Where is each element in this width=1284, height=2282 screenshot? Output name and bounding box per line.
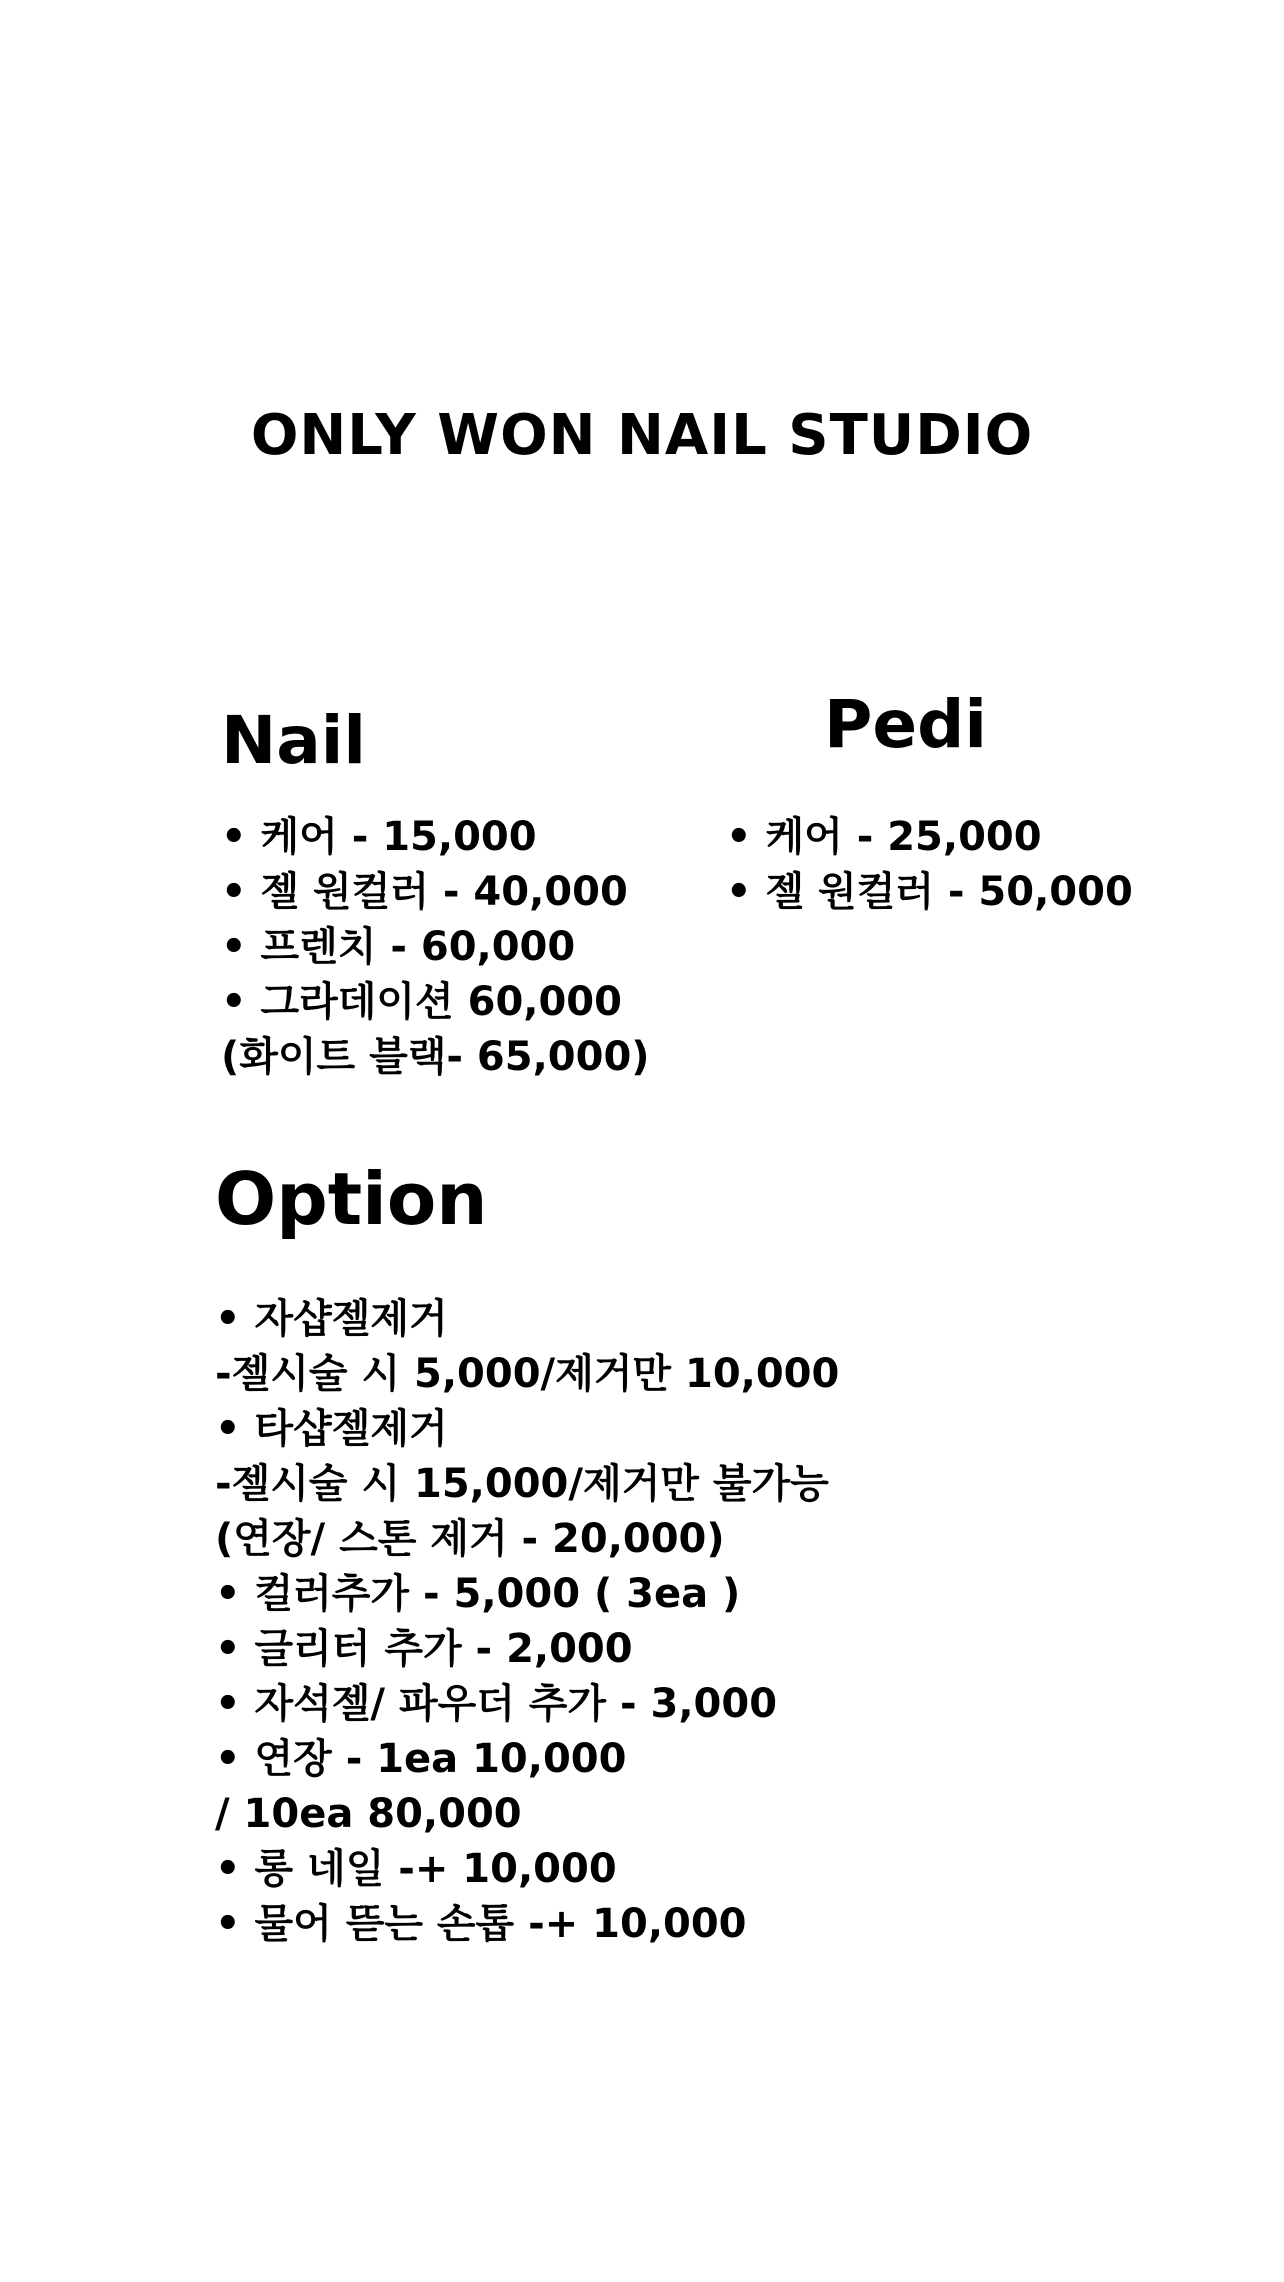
- option-item: • 타샵젤제거: [215, 1406, 448, 1452]
- option-item: • 자석젤/ 파우더 추가 - 3,000: [215, 1681, 778, 1727]
- pedi-item: • 젤 원컬러 - 50,000: [726, 869, 1133, 915]
- option-item: / 10ea 80,000: [215, 1791, 522, 1837]
- option-item: -젤시술 시 5,000/제거만 10,000: [215, 1351, 840, 1397]
- option-price-list: [215, 1292, 839, 1952]
- nail-item: • 프렌치 - 60,000: [221, 924, 576, 970]
- option-item: • 자샵젤제거: [215, 1296, 448, 1342]
- option-heading: Option: [215, 1157, 488, 1241]
- studio-title: ONLY WON NAIL STUDIO: [250, 403, 1034, 468]
- nail-item: • 케어 - 15,000: [221, 814, 537, 860]
- option-item: • 글리터 추가 - 2,000: [215, 1626, 633, 1672]
- option-item: -젤시술 시 15,000/제거만 불가능: [215, 1461, 829, 1507]
- pedi-price-list: [726, 810, 1133, 920]
- nail-item: • 젤 원컬러 - 40,000: [221, 869, 628, 915]
- option-item: • 연장 - 1ea 10,000: [215, 1736, 627, 1782]
- nail-heading: Nail: [221, 702, 367, 779]
- pedi-item: • 케어 - 25,000: [726, 814, 1042, 860]
- option-item: • 롱 네일 -+ 10,000: [215, 1846, 617, 1892]
- option-item: • 물어 뜯는 손톱 -+ 10,000: [215, 1901, 747, 1947]
- option-item: • 컬러추가 - 5,000 ( 3ea ): [215, 1571, 741, 1617]
- nail-item: (화이트 블랙- 65,000): [221, 1034, 650, 1080]
- option-item: (연장/ 스톤 제거 - 20,000): [215, 1516, 725, 1562]
- nail-price-list: [221, 810, 650, 1085]
- nail-item: • 그라데이션 60,000: [221, 979, 622, 1025]
- pedi-heading: Pedi: [824, 686, 988, 763]
